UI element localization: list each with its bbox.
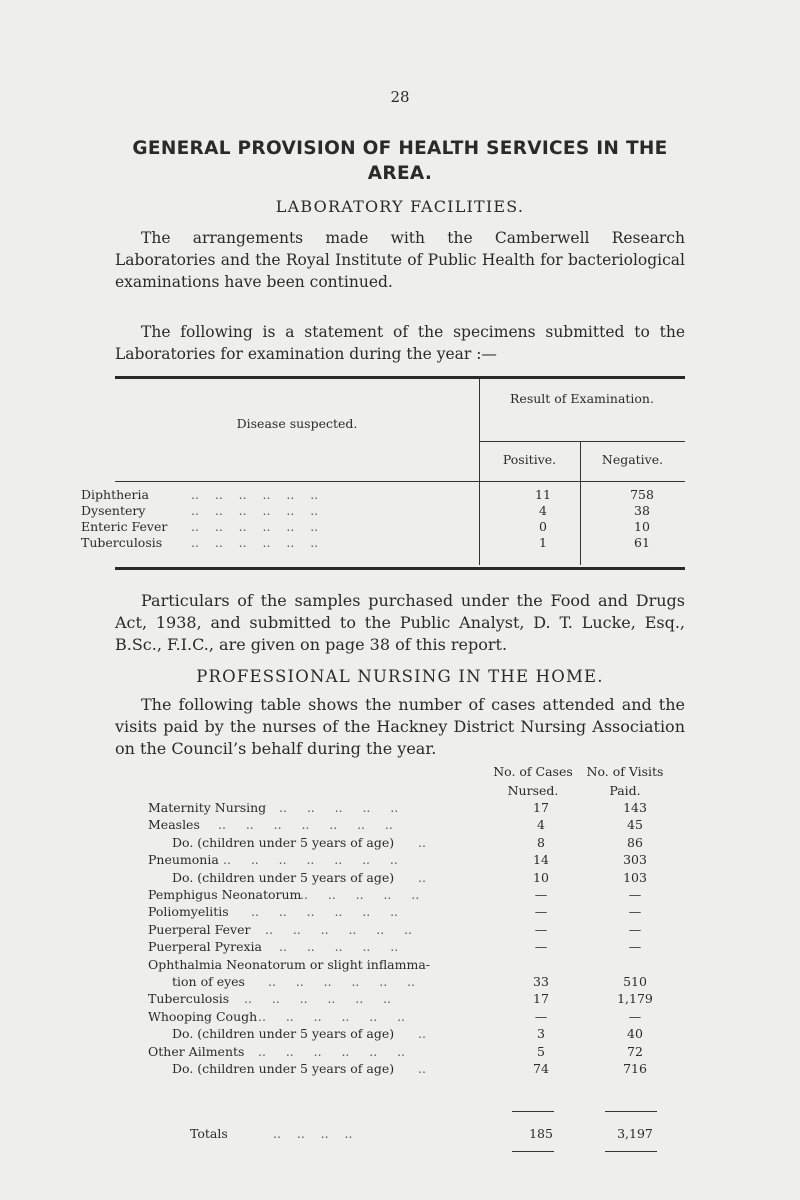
visits-count: 40 [627,1026,643,1042]
visits-count: 72 [627,1043,643,1059]
cases-count: 4 [537,817,545,833]
table-row [148,956,668,973]
visits-count: 103 [623,869,647,885]
positive-count: 1 [539,535,547,550]
table-bottom-rule [115,567,685,570]
total-double-rule [512,1151,554,1152]
cases-count: 8 [537,834,545,850]
lab-paragraph-1-text: The arrangements made with the Camberwell Research Laboratories and the Royal Institute of Public Health for bacteriological examinations have been continued. [115,229,685,291]
visits-count: 86 [627,834,643,850]
row-label: Other Ailments [148,1043,245,1059]
row-label: Do. (children under 5 years of age) [172,869,395,885]
lab-paragraph-2 [115,321,685,365]
totals-visits: 3,197 [617,1126,653,1141]
row-label: Tuberculosis [148,991,230,1007]
table-row: tion of eyes .. .. .. .. .. .. 33 510 [148,973,668,990]
col-result-header: Result of Examination. [510,391,654,406]
disease-name: Dysentery [81,503,146,518]
negative-count: 758 [630,487,654,502]
row-label: tion of eyes [172,974,245,989]
totals-label: Totals [190,1126,228,1141]
table-row: Do. (children under 5 years of age) .. 3 40 [148,1025,668,1042]
visits-count: — [628,939,642,955]
cases-count: 14 [533,852,549,868]
page-number: 28 [390,88,410,106]
table-row: Do. (children under 5 years of age) .. 10 103 [148,869,668,886]
lab-heading: LABORATORY FACILITIES. [275,197,525,216]
cases-count: — [534,921,548,937]
negative-count: 38 [634,503,650,518]
col-disease-header: Disease suspected. [236,416,358,431]
lab-paragraph-2-text: The following is a statement of the specimens submitted to the Laboratories for examination during the year :— [115,323,685,363]
table-row: Poliomyelitis .. .. .. .. .. .. — — [148,903,668,920]
cases-count: 17 [533,800,549,815]
visits-count: 45 [627,817,643,833]
cases-count: 17 [533,991,549,1007]
positive-count: 11 [535,487,551,502]
table-divider [115,481,685,482]
disease-name: Enteric Fever [81,519,168,534]
total-rule [605,1111,657,1112]
row-label: Maternity Nursing [148,800,267,815]
row-label: Ophthalmia Neonatorum or slight inflamma- [148,956,431,972]
table-row: Tuberculosis .. .. .. .. .. .. 17 1,179 [148,990,668,1007]
table-row: Measles .. .. .. .. .. .. .. 4 45 [148,816,668,833]
nursing-paragraph [115,694,685,760]
negative-count: 10 [634,519,650,534]
totals-cases: 185 [529,1126,553,1141]
row-label: Pemphigus Neonatorum [148,887,302,902]
table-row: Dysentery .. .. .. .. .. .. 4 38 [81,503,651,518]
food-paragraph-text: Particulars of the samples purchased under the Food and Drugs Act, 1938, and submitted to the Public Analyst, D. T. Lucke, Esq., B.Sc., F.I.C., are given on page 38 of this report. [115,591,685,654]
nursing-heading: PROFESSIONAL NURSING IN THE HOME. [196,667,604,686]
table-divider [479,441,685,442]
visits-count: — [628,921,642,937]
nursing-paragraph-text: The following table shows the number of cases attended and the visits paid by the nurses of the Hackney District Nursing Association on the Council’s behalf during the year. [115,695,685,758]
cases-count: 5 [537,1043,545,1059]
cases-count: — [534,904,548,920]
table-top-rule [115,376,685,379]
visits-count: 303 [623,852,647,868]
negative-count: 61 [634,535,650,550]
total-rule [512,1111,554,1112]
visits-count: 1,179 [617,991,653,1007]
page-title: GENERAL PROVISION OF HEALTH SERVICES IN THE AREA. [132,138,668,184]
disease-name: Diphtheria [81,487,149,502]
cases-count: 33 [533,974,549,989]
row-label: Do. (children under 5 years of age) [172,1061,395,1076]
table-row: Puerperal Pyrexia .. .. .. .. .. — — [148,938,668,955]
col-negative-header: Negative. [601,452,664,467]
visits-count: 143 [623,800,647,815]
food-paragraph [115,590,685,656]
visits-count: — [628,904,642,920]
total-double-rule [605,1151,657,1152]
col-cases-header: No. of Cases Nursed. [493,764,573,798]
disease-name: Tuberculosis [81,535,163,550]
row-label: Puerperal Pyrexia [148,939,262,955]
visits-count: 716 [623,1061,647,1076]
table-row: Do. (children under 5 years of age) .. 8 86 [148,834,668,851]
row-label: Poliomyelitis [148,904,229,920]
col-positive-header: Positive. [502,452,557,467]
positive-count: 4 [539,503,547,518]
col-visits-header: No. of Visits Paid. [586,764,664,798]
cases-count: — [534,1008,548,1024]
cases-count: — [534,887,548,902]
table-row: Pemphigus Neonatorum .. .. .. .. .. — — [148,886,668,903]
cases-count: 10 [533,869,549,885]
table-row: Tuberculosis .. .. .. .. .. .. 1 61 [81,535,651,550]
visits-count: — [628,887,642,902]
table-row: Do. (children under 5 years of age) .. 74 716 [148,1060,668,1077]
row-label: Whooping Cough [148,1008,258,1024]
table-row: Other Ailments .. .. .. .. .. .. 5 72 [148,1043,668,1060]
table-row: Diphtheria .. .. .. .. .. .. 11 758 [81,487,651,502]
row-label: Do. (children under 5 years of age) [172,1026,395,1042]
table-row: Pneumonia .. .. .. .. .. .. .. 14 303 [148,851,668,868]
row-label: Do. (children under 5 years of age) [172,834,395,850]
lab-paragraph-1 [115,227,685,293]
row-label: Measles [148,817,200,833]
row-label: Puerperal Fever [148,921,251,937]
totals-row: Totals .. .. .. .. 185 3,197 [148,1125,668,1142]
row-label: Pneumonia [148,852,219,868]
table-row: Enteric Fever .. .. .. .. .. .. 0 10 [81,519,651,534]
table-row: Maternity Nursing .. .. .. .. .. 17 143 [148,799,668,816]
cases-count: 74 [533,1061,549,1076]
cases-count: — [534,939,548,955]
cases-count: 3 [537,1026,545,1042]
positive-count: 0 [539,519,547,534]
visits-count: 510 [623,974,647,989]
visits-count: — [628,1008,642,1024]
table-row: Whooping Cough .. .. .. .. .. .. — — [148,1008,668,1025]
table-row: Puerperal Fever .. .. .. .. .. .. — — [148,921,668,938]
